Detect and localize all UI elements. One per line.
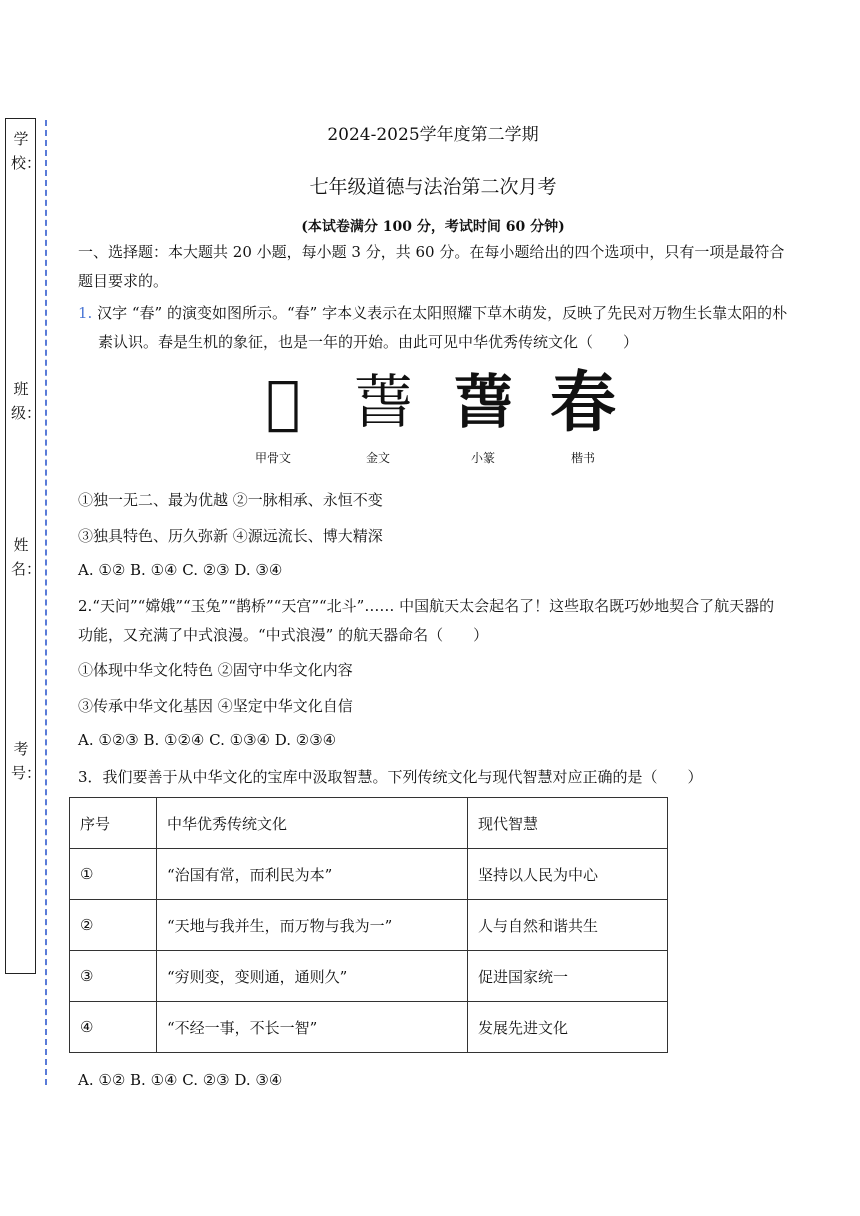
question-2-options-a: ①体现中华文化特色 ②固守中华文化内容 (78, 661, 353, 679)
label-seal: 小篆 (470, 451, 495, 465)
table-row (70, 1002, 668, 1053)
table-header-cell: 现代智慧 (468, 798, 668, 849)
table-cell: 坚持以人民为中心 (468, 849, 668, 900)
table-row (70, 849, 668, 900)
table-cell: 人与自然和谐共生 (468, 900, 668, 951)
table-cell: “不经一事，不长一智” (157, 1002, 468, 1053)
question-1-options-a: ①独一无二、最为优越 ②一脉相承、永恒不变 (78, 491, 383, 509)
table-cell: “穷则变，变则通，通则久” (157, 951, 468, 1002)
table-row (70, 951, 668, 1002)
question-1-number: 1. (78, 304, 93, 322)
question-3-choices: A. ①② B. ①④ C. ②③ D. ③④ (78, 1071, 283, 1089)
label-oracle-bone: 甲骨文 (254, 451, 291, 465)
section-instructions: 一、选择题：本大题共 20 小题，每小题 3 分，共 60 分。在每小题给出的四个选项中，只有一项是最符合题目要求的。 (78, 243, 785, 290)
glyph-seal: 萅 (453, 368, 512, 436)
name-label: 姓名： (11, 536, 42, 578)
year-term-title: 2024-2025学年度第二学期 (327, 125, 539, 145)
table-cell: ④ (70, 1002, 157, 1053)
question-2-stem: 2.“天问”“嫦娥”“玉兔”“鹊桥”“天宫”“北斗”…… 中国航天太会起名了！这些取名既巧妙地契合了航天器的功能，又充满了中式浪漫。“中式浪漫” 的航天器命名（ ） (78, 597, 775, 644)
question-2-options-b: ③传承中华文化基因 ④坚定中华文化自信 (78, 697, 353, 715)
table-cell: “天地与我并生，而万物与我为一” (157, 900, 468, 951)
label-bronze: 金文 (365, 451, 390, 465)
label-regular: 楷书 (570, 451, 595, 465)
question-1-choices: A. ①② B. ①④ C. ②③ D. ③④ (78, 561, 283, 579)
glyph-bronze: 萅 (353, 368, 412, 436)
table-cell: 发展先进文化 (468, 1002, 668, 1053)
table-cell: ③ (70, 951, 157, 1002)
table-header-cell: 序号 (70, 798, 157, 849)
exam-info: (本试卷满分 100 分，考试时间 60 分钟) (301, 219, 565, 235)
question-1-text: 汉字 “春” 的演变如图所示。“春” 字本义表示在太阳照耀下草木萌发，反映了先民对万物生长靠太阳的朴素认识。春是生机的象征，也是一年的开始。由此可见中华优秀传统文化（ ） (97, 304, 788, 351)
table-header-cell: 中华优秀传统文化 (157, 798, 468, 849)
table-cell: 促进国家统一 (468, 951, 668, 1002)
binding-dashed-line (45, 120, 47, 1085)
question-1-stem (78, 299, 788, 357)
exam-title: 七年级道德与法治第二次月考 (309, 176, 557, 198)
table-cell: ① (70, 849, 157, 900)
table-cell: “治国有常，而利民为本” (157, 849, 468, 900)
school-label: 学校： (11, 130, 42, 172)
table-header-row (70, 798, 668, 849)
chun-evolution-figure (238, 365, 628, 475)
table-row (70, 900, 668, 951)
question-3-stem: 3．我们要善于从中华文化的宝库中汲取智慧。下列传统文化与现代智慧对应正确的是（ ） (78, 768, 703, 786)
glyph-oracle-bone: 𣌢 (265, 368, 301, 436)
question-2-choices: A. ①②③ B. ①②④ C. ①③④ D. ②③④ (78, 731, 337, 749)
glyph-regular: 春 (550, 363, 616, 441)
table-cell: ② (70, 900, 157, 951)
question-1-options-b: ③独具特色、历久弥新 ④源远流长、博大精深 (78, 527, 383, 545)
student-info-box (5, 118, 42, 974)
question-3-table (69, 797, 668, 1053)
exam-number-label: 考号： (11, 740, 42, 782)
class-label: 班级： (11, 380, 42, 422)
